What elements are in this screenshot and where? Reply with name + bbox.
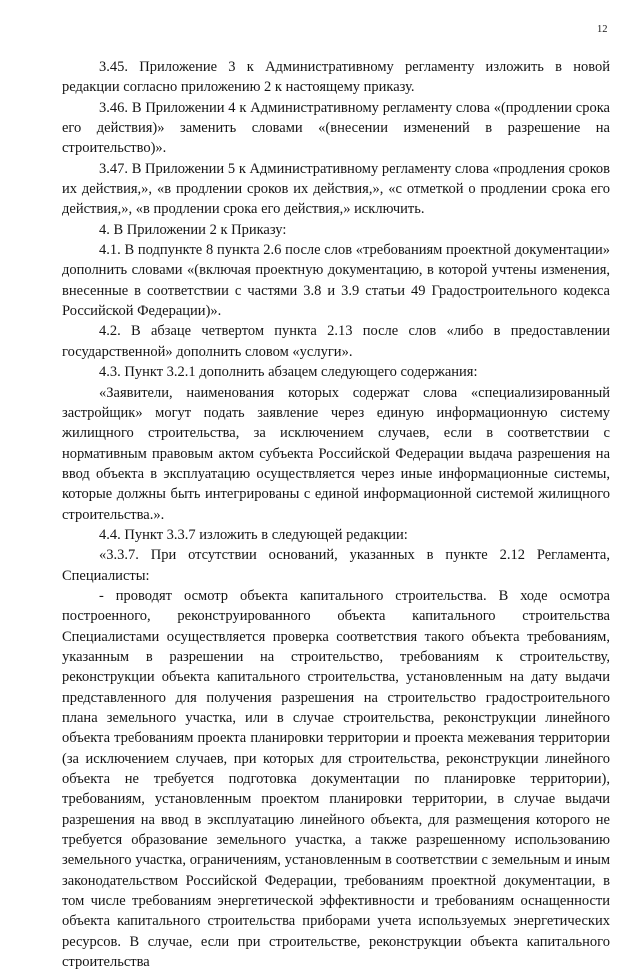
paragraph-4-2: 4.2. В абзаце четвертом пункта 2.13 после слов «либо в предоставлении государственной» дополнить словом «услуги». xyxy=(62,323,610,360)
paragraph-3-45: 3.45. Приложение 3 к Административному регламенту изложить в новой редакции согласно приложению 2 к настоящему приказу. xyxy=(62,59,610,96)
paragraph-4-3-quote: «Заявители, наименования которых содержат слова «специализированный застройщик» могут подать заявление через единую информационную систему жилищного строительства, за исключением случаев, если в соответствии с нормативным правовым актом субъекта Российской Федерации выдача разрешения на ввод объекта в эксплуатацию осуществляется через иные информационные системы, которые должны быть интегрированы с единой информационной системой жилищного строительства.». xyxy=(62,384,610,523)
paragraph-3-46: 3.46. В Приложении 4 к Административному регламенту слова «(продлении срока его действия)» заменить словами «(внесении изменений в разрешение на строительство)». xyxy=(62,99,610,157)
paragraph-inspection: - проводят осмотр объекта капитального строительства. В ходе осмотра построенного, реконструированного объекта капитального строительства Специалистами осуществляется проверка соответствия такого объекта требованиям, указанным в разрешении на строительство, требованиям к строительству, реконструкции объекта капитального строительства, установленным на дату выдачи представленного для получения разрешения на строительство градостроительного плана земельного участка, или в случае строительства, реконструкции линейного объекта требованиям проекта планировки территории и проекта межевания территории (за исключением случаев, при которых для строительства, реконструкции линейного объекта не требуется подготовка документации по планировке территории), требованиям, установленным проектом планировки территории, в случае выдачи разрешения на ввод в эксплуатацию линейного объекта, для размещения которого не требуется образование земельного участка, а также разрешенному использованию земельного участка, ограничениям, установленным в соответствии с земельным и иным законодательством Российской Федерации, требованиям проектной документации, в том числе требованиям энергетической эффективности и требованиям оснащенности объекта капитального строительства приборами учета используемых энергетических ресурсов. В случае, если при строительстве, реконструкции объекта капитального строительства xyxy=(62,587,610,971)
paragraph-4-4: 4.4. Пункт 3.3.7 изложить в следующей редакции: xyxy=(99,526,408,543)
document-body xyxy=(62,57,610,972)
paragraph-3-47: 3.47. В Приложении 5 к Административному регламенту слова «продления сроков их действия,», «в продлении сроков их действия,», «с отметкой о продлении срока его действия,», «в продлении срока его действия,» исключить. xyxy=(62,160,610,218)
page-number: 12 xyxy=(597,24,608,35)
paragraph-3-3-7: «3.3.7. При отсутствии оснований, указанных в пункте 2.12 Регламента, Специалисты: xyxy=(62,547,610,584)
paragraph-4-1: 4.1. В подпункте 8 пункта 2.6 после слов «требованиям проектной документации» дополнить словами «(включая проектную документацию, в которой учтены изменения, внесенные в соответствии с частями 3.8 и 3.9 статьи 49 Градостроительного кодекса Российской Федерации)». xyxy=(62,242,610,320)
paragraph-4: 4. В Приложении 2 к Приказу: xyxy=(99,221,287,238)
paragraph-4-3: 4.3. Пункт 3.2.1 дополнить абзацем следующего содержания: xyxy=(99,364,478,381)
